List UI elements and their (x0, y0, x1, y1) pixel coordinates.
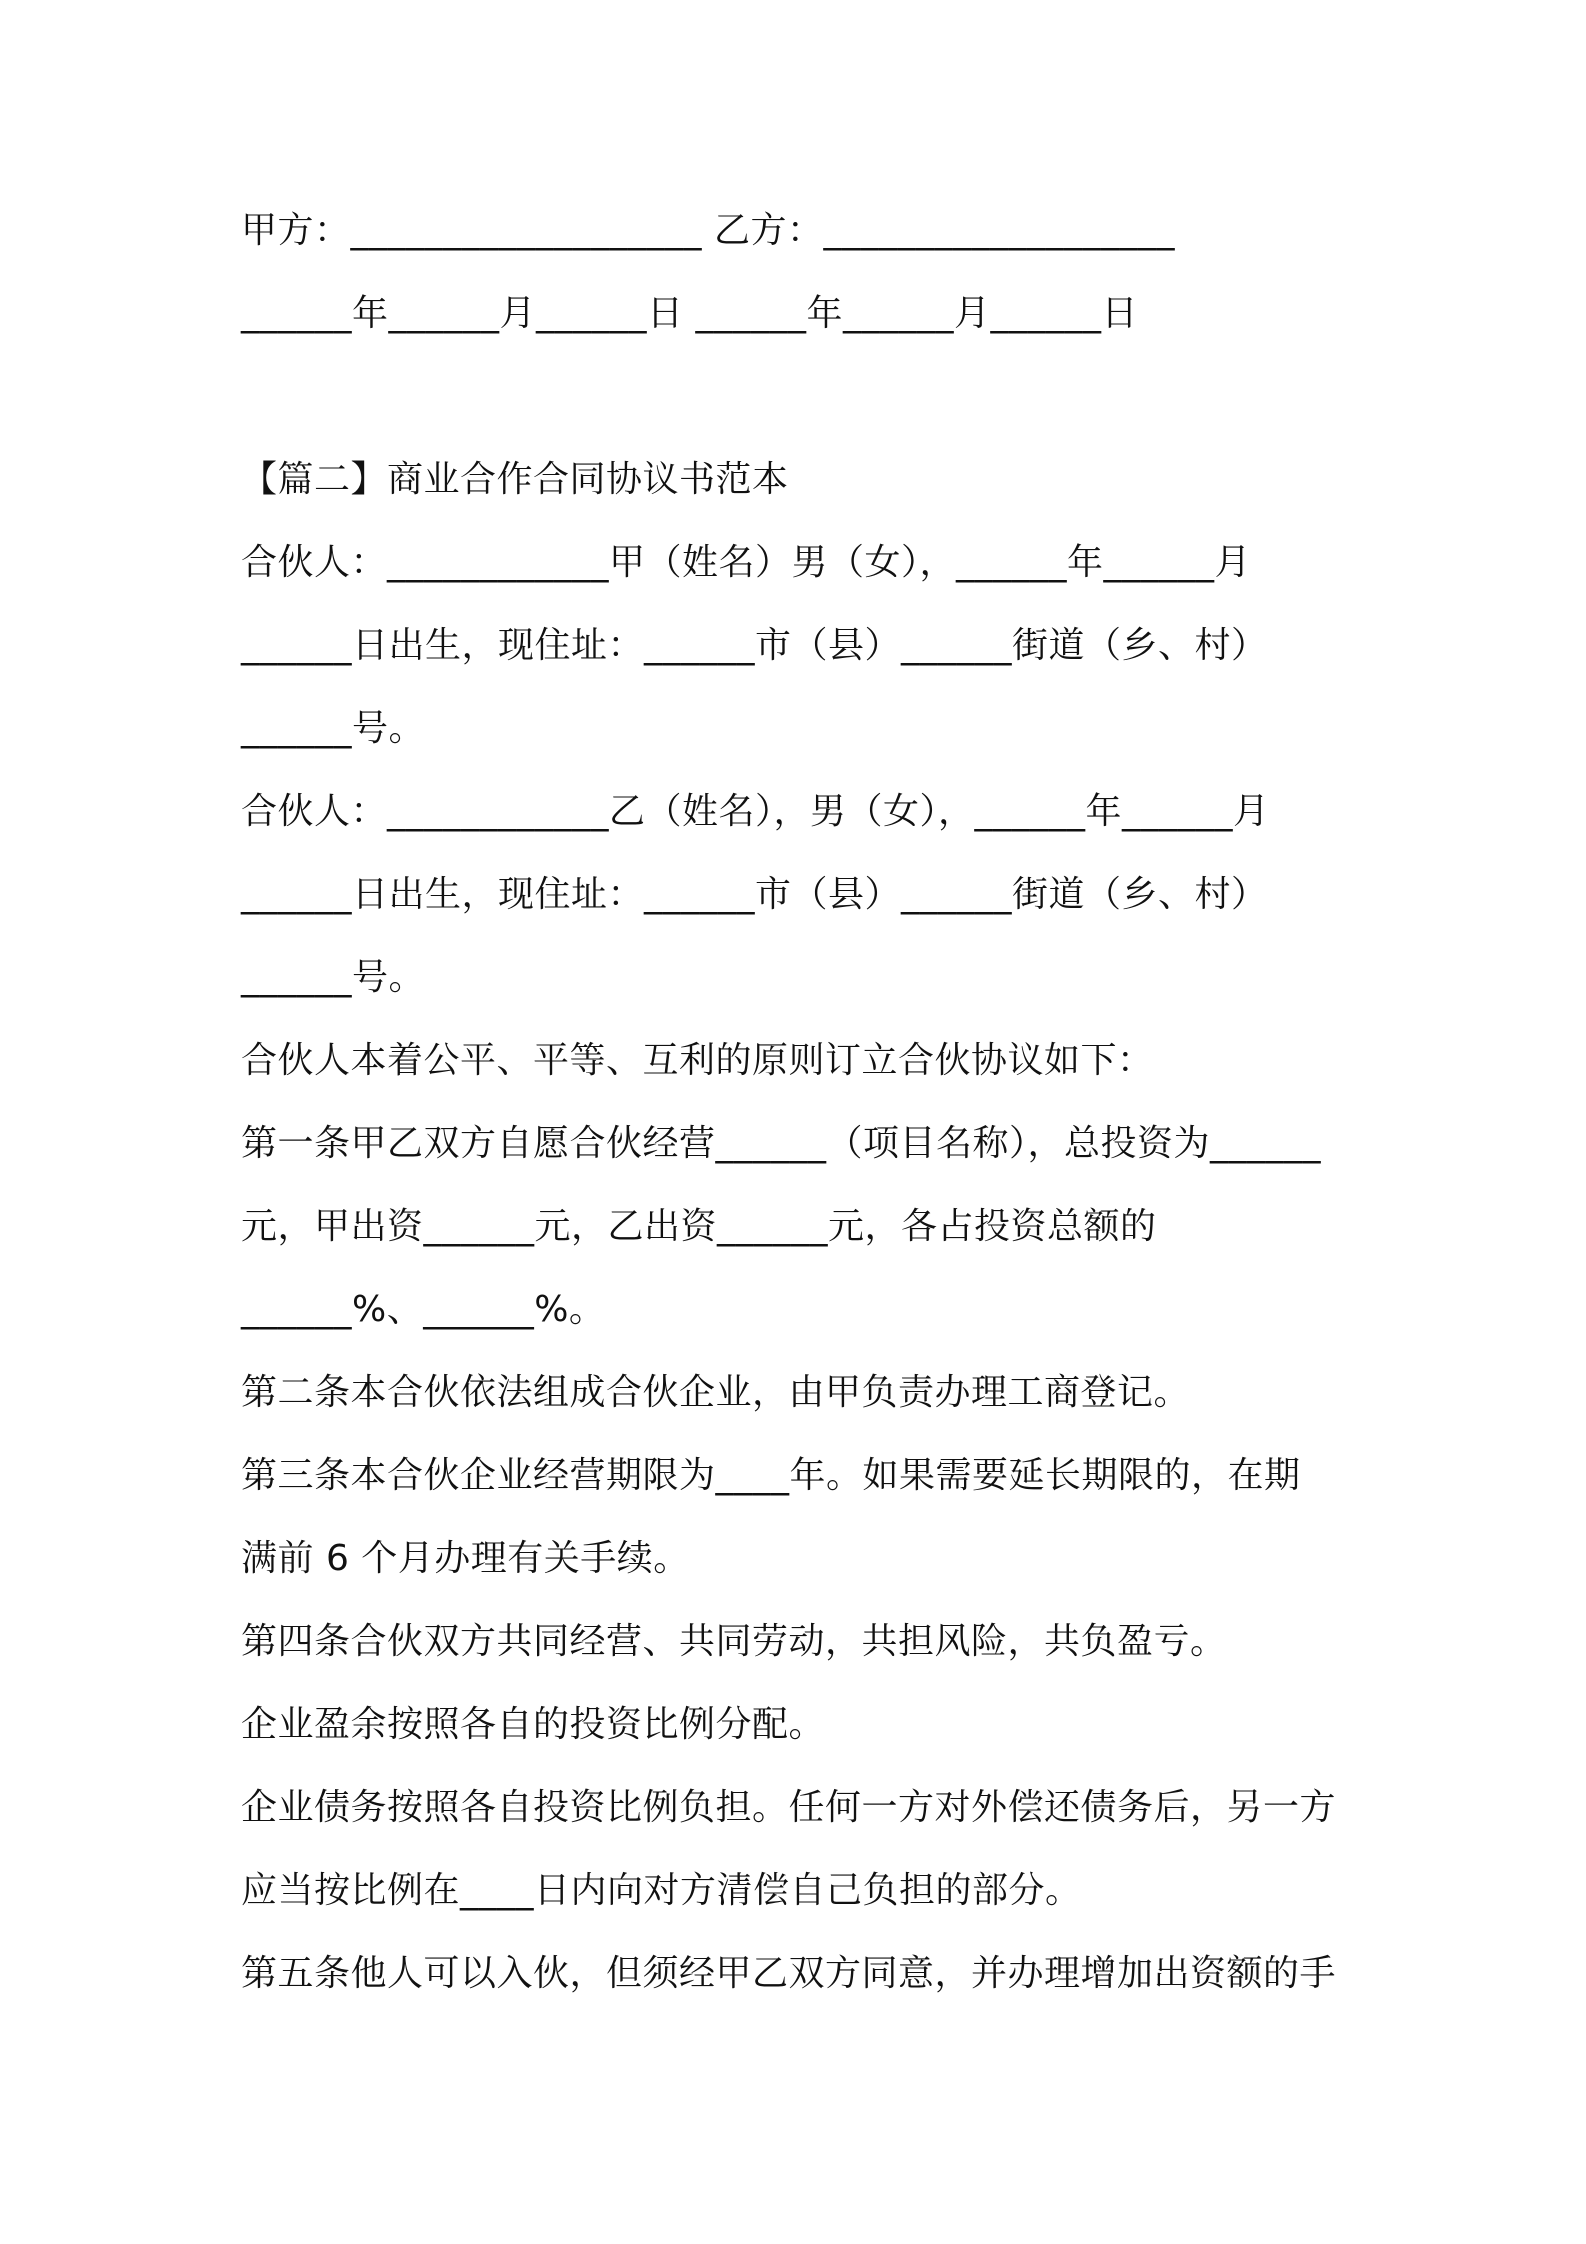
article-3-line-2: 满前 6 个月办理有关手续。 (241, 1538, 690, 1579)
article-1-line-2: 元，甲出资______元，乙出资______元，各占投资总额的 (241, 1206, 1157, 1247)
article-4-debt-line-2: 应当按比例在____日内向对方清偿自己负担的部分。 (241, 1870, 1082, 1911)
article-4: 第四条合伙双方共同经营、共同劳动，共担风险，共负盈亏。 (241, 1621, 1227, 1662)
partner-b-line-2: ______日出生，现住址：______市（县）______街道（乡、村） (241, 874, 1268, 915)
section-heading: 【篇二】商业合作合同协议书范本 (241, 459, 789, 500)
partner-a-line-2: ______日出生，现住址：______市（县）______街道（乡、村） (241, 625, 1268, 666)
article-4-profit: 企业盈余按照各自的投资比例分配。 (241, 1704, 826, 1745)
signature-date-line: ______年______月______日 ______年______月______日 (241, 293, 1138, 334)
partner-b-line-1: 合伙人：____________乙（姓名），男（女），______年______月 (241, 791, 1270, 832)
partner-b-line-3: ______号。 (241, 957, 426, 998)
article-5-line-1: 第五条他人可以入伙，但须经甲乙双方同意，并办理增加出资额的手 (241, 1953, 1337, 1994)
article-3-line-1: 第三条本合伙企业经营期限为____年。如果需要延长期限的，在期 (241, 1455, 1301, 1496)
article-2: 第二条本合伙依法组成合伙企业，由甲负责办理工商登记。 (241, 1372, 1191, 1413)
article-4-debt-line-1: 企业债务按照各自投资比例负担。任何一方对外偿还债务后，另一方 (241, 1787, 1337, 1828)
article-1-line-1: 第一条甲乙双方自愿合伙经营______（项目名称），总投资为______ (241, 1123, 1322, 1164)
agreement-intro: 合伙人本着公平、平等、互利的原则订立合伙协议如下： (241, 1040, 1154, 1081)
article-1-line-3: ______%、______%。 (241, 1289, 606, 1330)
partner-a-line-3: ______号。 (241, 708, 426, 749)
partner-a-line-1: 合伙人：____________甲（姓名）男（女），______年______月 (241, 542, 1252, 583)
party-signature-line: 甲方：___________________ 乙方：___________________ (241, 210, 1175, 251)
